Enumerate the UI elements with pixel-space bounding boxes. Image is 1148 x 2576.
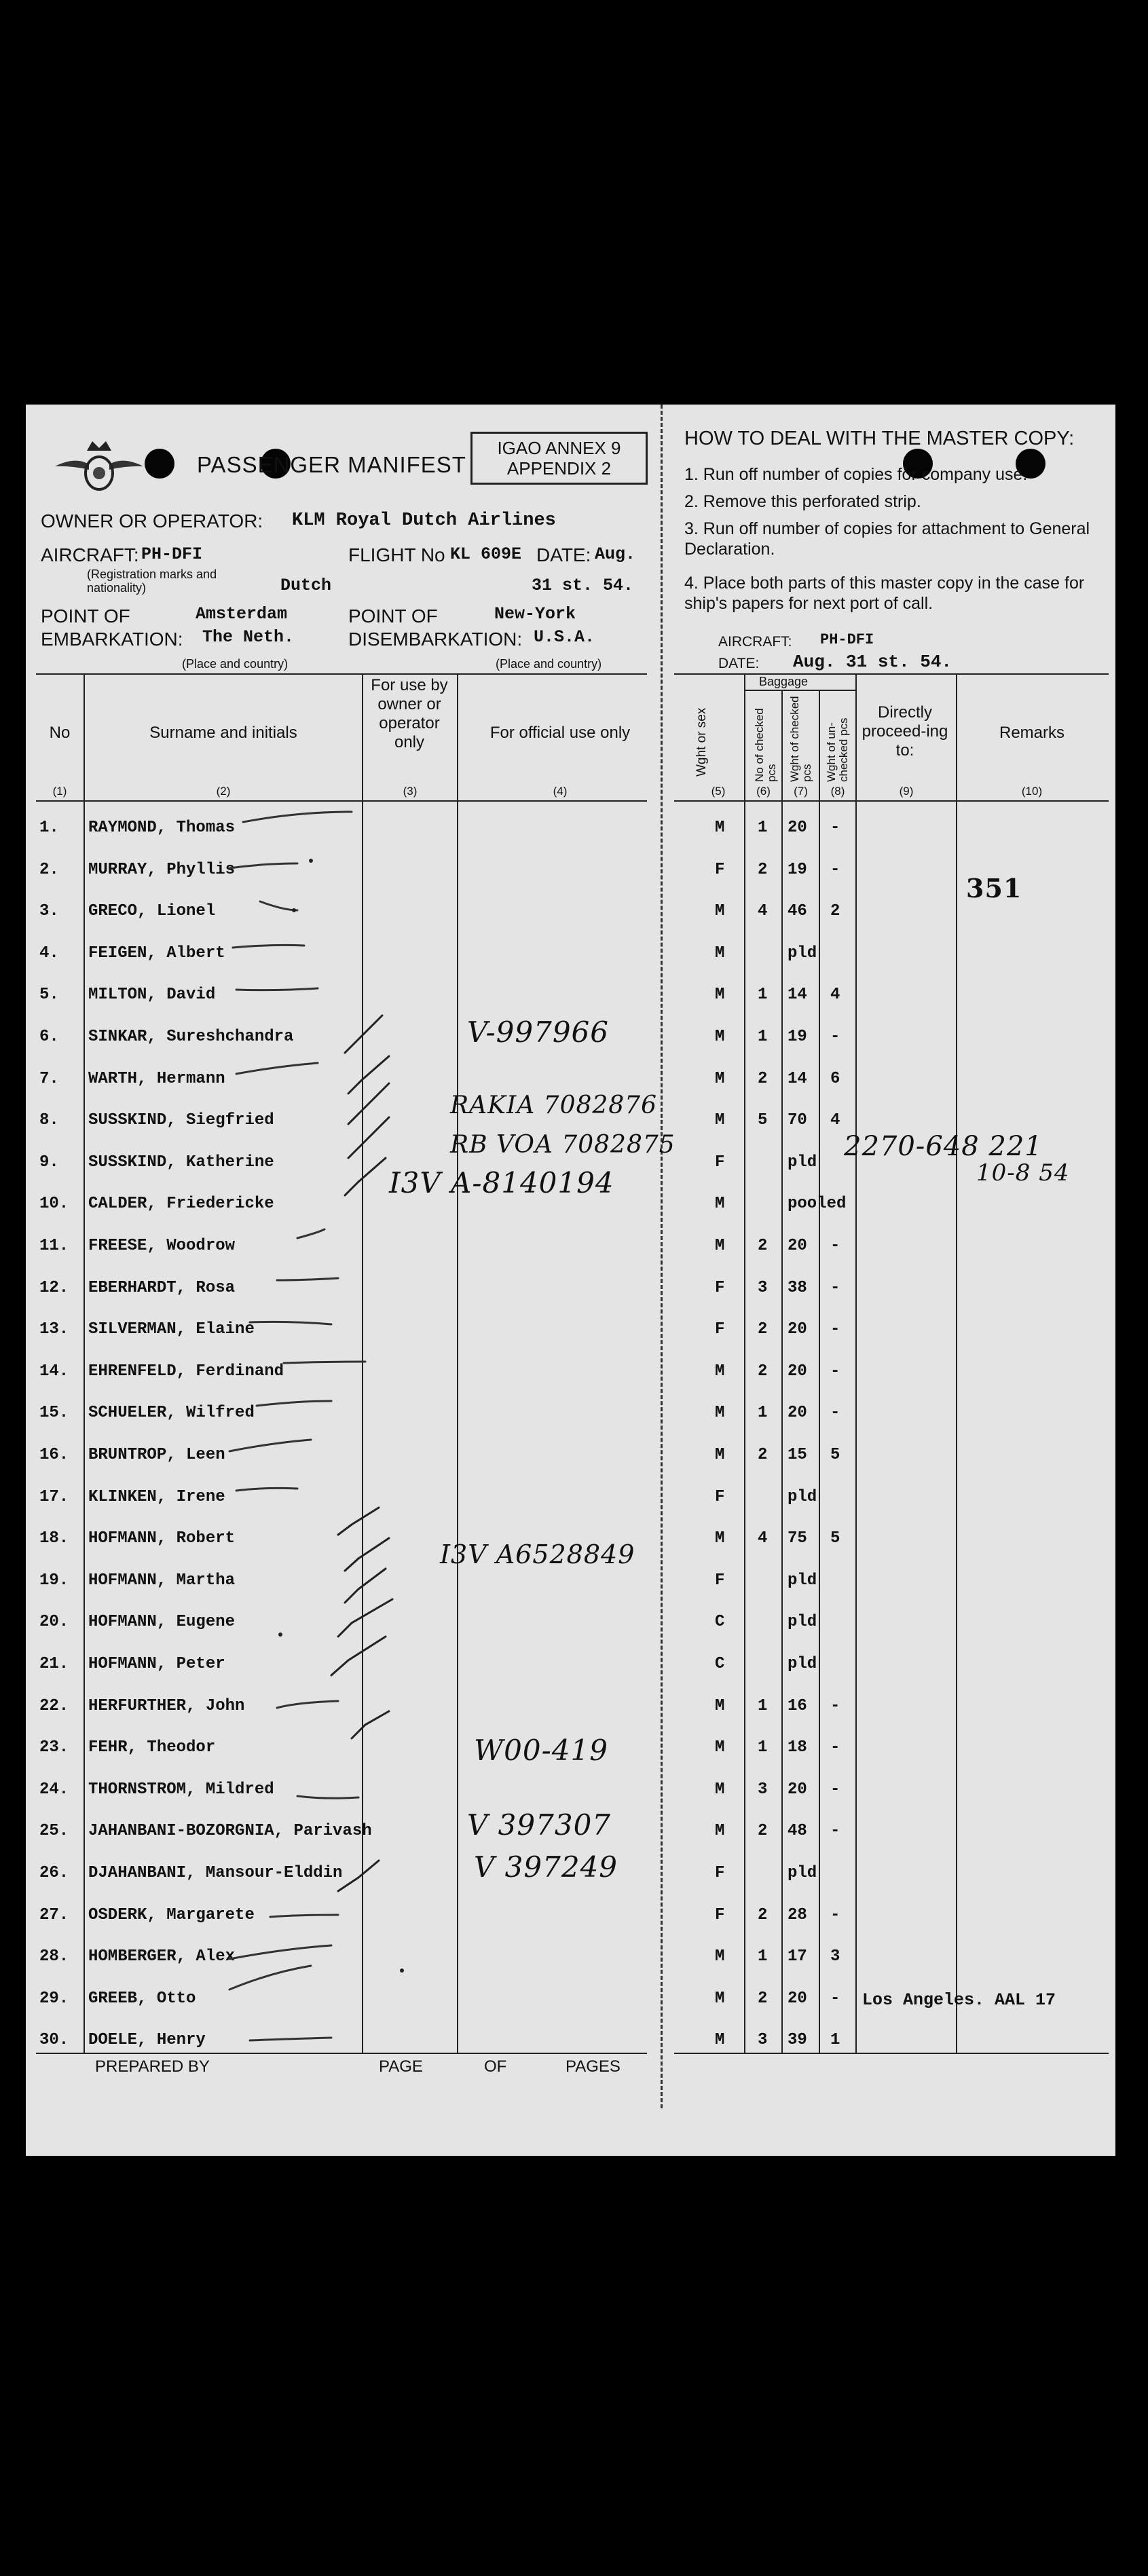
passenger-sex: M xyxy=(715,902,725,921)
embark-place-note: (Place and country) xyxy=(182,657,289,671)
row-number: 3. xyxy=(39,902,59,921)
passenger-name: HOMBERGER, Alex xyxy=(88,1947,236,1966)
checked-pieces: 2 xyxy=(758,1320,768,1339)
embark-country: The Neth. xyxy=(202,627,295,647)
checked-pieces: 2 xyxy=(758,860,768,879)
checked-weight: pld xyxy=(788,1153,817,1172)
passenger-sex: M xyxy=(715,986,725,1005)
manifest-title: PASSENGER MANIFEST xyxy=(197,452,466,477)
passenger-name: HOFMANN, Martha xyxy=(88,1571,236,1590)
row-number: 14. xyxy=(39,1362,69,1381)
col-number: (1) xyxy=(52,785,67,798)
checked-pieces: 1 xyxy=(758,1738,768,1757)
passenger-name: JAHANBANI-BOZORGNIA, Parivash xyxy=(88,1822,372,1841)
row-number: 5. xyxy=(39,986,59,1005)
howto-date-label: DATE: xyxy=(718,656,760,671)
col-header-weight-sex: Wght or sex xyxy=(695,707,709,777)
col-header-surname: Surname and initials xyxy=(149,724,297,742)
row-number: 23. xyxy=(39,1738,69,1757)
checked-pieces: 3 xyxy=(758,1278,768,1297)
checked-weight: 38 xyxy=(788,1278,807,1297)
passenger-name: SILVERMAN, Elaine xyxy=(88,1320,255,1339)
row-number: 28. xyxy=(39,1947,69,1966)
checked-pieces: 1 xyxy=(758,1404,768,1423)
passenger-sex: M xyxy=(715,1069,725,1088)
col-header-checked-wght: Wght of checked pcs xyxy=(788,696,813,782)
row-number: 13. xyxy=(39,1320,69,1339)
handwritten-remark-9: 2270-648 221 xyxy=(844,1131,1043,1162)
passenger-name: DOELE, Henry xyxy=(88,2031,206,2050)
unchecked-weight: 5 xyxy=(830,1529,840,1548)
unchecked-weight: - xyxy=(830,1362,840,1381)
checked-weight: 48 xyxy=(788,1822,807,1841)
col-header-remarks: Remarks xyxy=(999,724,1064,742)
passenger-name: KLINKEN, Irene xyxy=(88,1487,225,1506)
flight-label: FLIGHT No xyxy=(348,544,445,565)
col-number: (9) xyxy=(899,785,914,798)
unchecked-weight: 5 xyxy=(830,1446,840,1464)
handwritten-remark-10: 10-8 54 xyxy=(976,1159,1070,1187)
col-number: (2) xyxy=(216,785,231,798)
date-month: Aug. xyxy=(595,544,636,564)
passenger-sex: F xyxy=(715,1487,725,1506)
passenger-sex: M xyxy=(715,2031,725,2050)
checked-pieces: 4 xyxy=(758,902,768,921)
howto-step-4: 4. Place both parts of this master copy in the case for ship's papers for next port of call. xyxy=(684,574,1085,613)
passenger-sex: F xyxy=(715,1153,725,1172)
unchecked-weight: - xyxy=(830,1696,840,1715)
row-number: 7. xyxy=(39,1069,59,1088)
footer-prepared-by: PREPARED BY xyxy=(95,2057,210,2076)
disembark-place-note: (Place and country) xyxy=(496,657,602,671)
registration-note: (Registration marks and nationality) xyxy=(87,567,217,595)
checked-weight: 75 xyxy=(788,1529,807,1548)
passenger-sex: F xyxy=(715,1571,725,1590)
col-number: (6) xyxy=(756,785,771,798)
aircraft-value: PH-DFI xyxy=(141,544,203,564)
owner-value: KLM Royal Dutch Airlines xyxy=(292,510,556,531)
howto-aircraft-value: PH-DFI xyxy=(820,631,874,648)
row-number: 26. xyxy=(39,1864,69,1882)
col-number: (5) xyxy=(711,785,726,798)
row-number: 24. xyxy=(39,1780,69,1799)
row-number: 9. xyxy=(39,1153,59,1172)
passenger-sex: F xyxy=(715,1905,725,1924)
unchecked-weight: - xyxy=(830,1822,840,1841)
howto-step-1: 1. Run off number of copies for company use. xyxy=(684,465,1028,484)
checked-pieces: 4 xyxy=(758,1529,768,1548)
footer-page: PAGE xyxy=(379,2057,423,2076)
row-29-directly-proceeding: Los Angeles. AAL 17 xyxy=(862,1990,1056,2010)
owner-label: OWNER OR OPERATOR: xyxy=(41,510,263,531)
checked-weight: 16 xyxy=(788,1696,807,1715)
passenger-sex: M xyxy=(715,1738,725,1757)
checked-weight: pld xyxy=(788,1655,817,1673)
checked-weight: 20 xyxy=(788,819,807,837)
embark-label-1: POINT OF xyxy=(41,605,130,627)
row-number: 21. xyxy=(39,1655,69,1673)
checked-pieces: 1 xyxy=(758,1028,768,1046)
checked-pieces: 1 xyxy=(758,819,768,837)
disembark-city: New-York xyxy=(494,604,576,624)
unchecked-weight: - xyxy=(830,1989,840,2008)
unchecked-weight: - xyxy=(830,819,840,837)
unchecked-weight: - xyxy=(830,1028,840,1046)
col-number: (8) xyxy=(830,785,845,798)
checked-pieces: 2 xyxy=(758,1237,768,1255)
row-number: 17. xyxy=(39,1487,69,1506)
col-header-checked-pcs: No of checked pcs xyxy=(753,708,778,782)
col-number: (4) xyxy=(553,785,568,798)
row-number: 4. xyxy=(39,944,59,963)
howto-title: HOW TO DEAL WITH THE MASTER COPY: xyxy=(684,428,1075,449)
passenger-sex: M xyxy=(715,944,725,963)
passenger-name: SUSSKIND, Katherine xyxy=(88,1153,274,1172)
passenger-name: OSDERK, Margarete xyxy=(88,1905,255,1924)
unchecked-weight: 1 xyxy=(830,2031,840,2050)
row-number: 15. xyxy=(39,1404,69,1423)
checked-weight: 19 xyxy=(788,860,807,879)
annex-line-1: IGAO ANNEX 9 xyxy=(497,438,621,458)
passenger-name: MURRAY, Phyllis xyxy=(88,860,236,879)
handwritten-official-9: RB VOA 7082875 xyxy=(450,1131,675,1159)
howto-aircraft-label: AIRCRAFT: xyxy=(718,634,792,650)
aircraft-label: AIRCRAFT: xyxy=(41,544,139,565)
handwritten-official-25: V 397307 xyxy=(467,1808,612,1842)
row-number: 11. xyxy=(39,1237,69,1255)
col-header-baggage: Baggage xyxy=(759,675,809,688)
handwritten-official-10: I3V A-8140194 xyxy=(389,1166,614,1199)
checked-weight: 20 xyxy=(788,1362,807,1381)
passenger-name: WARTH, Hermann xyxy=(88,1069,225,1088)
howto-date-value: Aug. 31 st. 54. xyxy=(793,652,952,672)
checked-pieces: 3 xyxy=(758,1780,768,1799)
row-number: 16. xyxy=(39,1446,69,1464)
passenger-sex: M xyxy=(715,1822,725,1841)
checked-weight: 39 xyxy=(788,2031,807,2050)
checked-weight: 70 xyxy=(788,1111,807,1130)
passenger-name: DJAHANBANI, Mansour-Elddin xyxy=(88,1864,343,1882)
passenger-name: EBERHARDT, Rosa xyxy=(88,1278,236,1297)
row-number: 22. xyxy=(39,1696,69,1715)
flight-value: KL 609E xyxy=(450,544,522,564)
unchecked-weight: 4 xyxy=(830,986,840,1005)
passenger-name: RAYMOND, Thomas xyxy=(88,819,236,837)
passenger-sex: F xyxy=(715,1320,725,1339)
col-header-official-use: For official use only xyxy=(489,724,631,742)
row-number: 19. xyxy=(39,1571,69,1590)
col-header-directly: Directly proceed-ing to: xyxy=(862,703,948,760)
row-number: 10. xyxy=(39,1195,69,1214)
unchecked-weight: 3 xyxy=(830,1947,840,1966)
passenger-sex: F xyxy=(715,1278,725,1297)
disembark-label-2: DISEMBARKATION: xyxy=(348,629,523,650)
checked-pieces: 2 xyxy=(758,1362,768,1381)
handwritten-official-8: RAKIA 7082876 xyxy=(450,1091,657,1119)
row-number: 1. xyxy=(39,819,59,837)
unchecked-weight: - xyxy=(830,860,840,879)
col-number: (3) xyxy=(403,785,418,798)
col-number: (7) xyxy=(794,785,808,798)
row-number: 2. xyxy=(39,860,59,879)
checked-weight: pld xyxy=(788,1864,817,1882)
checked-weight: 14 xyxy=(788,986,807,1005)
col-header-owner-use: For use by owner or operator only xyxy=(371,676,448,751)
passenger-name: BRUNTROP, Leen xyxy=(88,1446,225,1464)
row-number: 25. xyxy=(39,1822,69,1841)
handwritten-official-19: I3V A6528849 xyxy=(440,1539,635,1569)
unchecked-weight: - xyxy=(830,1278,840,1297)
passenger-name: CALDER, Friedericke xyxy=(88,1195,274,1214)
passenger-name: THORNSTROM, Mildred xyxy=(88,1780,274,1799)
passenger-name: MILTON, David xyxy=(88,986,216,1005)
col-header-unchecked-wght: Wght of un-checked pcs xyxy=(825,717,850,782)
checked-pieces: 2 xyxy=(758,1446,768,1464)
checked-weight: 20 xyxy=(788,1780,807,1799)
checked-weight: 17 xyxy=(788,1947,807,1966)
unchecked-weight: 6 xyxy=(830,1069,840,1088)
nationality-value: Dutch xyxy=(280,576,332,595)
checked-weight: pld xyxy=(788,1571,817,1590)
unchecked-weight: - xyxy=(830,1237,840,1255)
unchecked-weight: - xyxy=(830,1780,840,1799)
howto-step-3: 3. Run off number of copies for attachment to General Declaration. xyxy=(684,519,1090,559)
checked-pieces: 3 xyxy=(758,2031,768,2050)
passenger-name: GRECO, Lionel xyxy=(88,902,216,921)
passenger-name: SINKAR, Sureshchandra xyxy=(88,1028,294,1046)
manifest-sheet xyxy=(26,405,1115,2156)
checked-pieces: 2 xyxy=(758,1989,768,2008)
checked-weight: 28 xyxy=(788,1905,807,1924)
unchecked-weight: - xyxy=(830,1320,840,1339)
checked-weight: 20 xyxy=(788,1320,807,1339)
passenger-sex: M xyxy=(715,1780,725,1799)
row-number: 20. xyxy=(39,1613,69,1632)
passenger-sex: M xyxy=(715,819,725,837)
row-number: 29. xyxy=(39,1989,69,2008)
passenger-name: HERFURTHER, John xyxy=(88,1696,245,1715)
checked-pieces: 2 xyxy=(758,1069,768,1088)
handwritten-official-23: W00-419 xyxy=(474,1734,608,1767)
checked-weight: pooled xyxy=(788,1195,847,1214)
checked-weight: 19 xyxy=(788,1028,807,1046)
howto-step-2: 2. Remove this perforated strip. xyxy=(684,492,921,511)
passenger-sex: M xyxy=(715,1529,725,1548)
checked-pieces: 2 xyxy=(758,1905,768,1924)
checked-weight: pld xyxy=(788,1487,817,1506)
footer-of: OF xyxy=(484,2057,507,2076)
passenger-sex: M xyxy=(715,1028,725,1046)
checked-weight: 20 xyxy=(788,1237,807,1255)
unchecked-weight: 4 xyxy=(830,1111,840,1130)
row-number: 30. xyxy=(39,2031,69,2050)
checked-weight: 14 xyxy=(788,1069,807,1088)
passenger-sex: M xyxy=(715,1237,725,1255)
row-number: 12. xyxy=(39,1278,69,1297)
unchecked-weight: - xyxy=(830,1738,840,1757)
passenger-name: HOFMANN, Eugene xyxy=(88,1613,236,1632)
row-number: 8. xyxy=(39,1111,59,1130)
row-number: 18. xyxy=(39,1529,69,1548)
passenger-name: SUSSKIND, Siegfried xyxy=(88,1111,274,1130)
checked-pieces: 1 xyxy=(758,1947,768,1966)
checked-pieces: 1 xyxy=(758,1696,768,1715)
disembark-label-1: POINT OF xyxy=(348,605,438,627)
checked-weight: 46 xyxy=(788,902,807,921)
checked-weight: 20 xyxy=(788,1404,807,1423)
passenger-name: HOFMANN, Robert xyxy=(88,1529,236,1548)
passenger-sex: M xyxy=(715,1696,725,1715)
col-number: (10) xyxy=(1021,785,1043,798)
passenger-name: GREEB, Otto xyxy=(88,1989,196,2008)
unchecked-weight: - xyxy=(830,1905,840,1924)
handwritten-official-6: V-997966 xyxy=(467,1015,609,1049)
passenger-sex: M xyxy=(715,1947,725,1966)
passenger-sex: M xyxy=(715,1362,725,1381)
passenger-sex: M xyxy=(715,1989,725,2008)
passenger-sex: M xyxy=(715,1111,725,1130)
row-number: 6. xyxy=(39,1028,59,1046)
handwritten-remark-351: 351 xyxy=(966,873,1022,903)
passenger-name: EHRENFELD, Ferdinand xyxy=(88,1362,284,1381)
passenger-sex: M xyxy=(715,1404,725,1423)
passenger-sex: M xyxy=(715,1195,725,1214)
passenger-name: HOFMANN, Peter xyxy=(88,1655,225,1673)
checkmarks-layer xyxy=(26,405,1115,2156)
col-header-no: No xyxy=(49,724,71,742)
date-label: DATE: xyxy=(536,544,591,565)
passenger-sex: F xyxy=(715,1864,725,1882)
embark-city: Amsterdam xyxy=(196,604,288,624)
passenger-sex: F xyxy=(715,860,725,879)
unchecked-weight: - xyxy=(830,1404,840,1423)
disembark-country: U.S.A. xyxy=(534,627,595,647)
checked-pieces: 5 xyxy=(758,1111,768,1130)
annex-line-2: APPENDIX 2 xyxy=(506,458,612,479)
embark-label-2: EMBARKATION: xyxy=(41,629,183,650)
checked-pieces: 1 xyxy=(758,986,768,1005)
passenger-sex: M xyxy=(715,1446,725,1464)
passenger-name: FEIGEN, Albert xyxy=(88,944,225,963)
checked-pieces: 2 xyxy=(758,1822,768,1841)
checked-weight: pld xyxy=(788,1613,817,1632)
checked-weight: 20 xyxy=(788,1989,807,2008)
row-number: 27. xyxy=(39,1905,69,1924)
passenger-sex: C xyxy=(715,1655,725,1673)
checked-weight: 18 xyxy=(788,1738,807,1757)
unchecked-weight: 2 xyxy=(830,902,840,921)
date-rest: 31 st. 54. xyxy=(532,576,634,595)
checked-weight: 15 xyxy=(788,1446,807,1464)
passenger-name: FEHR, Theodor xyxy=(88,1738,216,1757)
passenger-name: SCHUELER, Wilfred xyxy=(88,1404,255,1423)
passenger-sex: C xyxy=(715,1613,725,1632)
handwritten-official-26: V 397249 xyxy=(474,1850,618,1884)
checked-weight: pld xyxy=(788,944,817,963)
footer-pages: PAGES xyxy=(566,2057,621,2076)
passenger-name: FREESE, Woodrow xyxy=(88,1237,236,1255)
